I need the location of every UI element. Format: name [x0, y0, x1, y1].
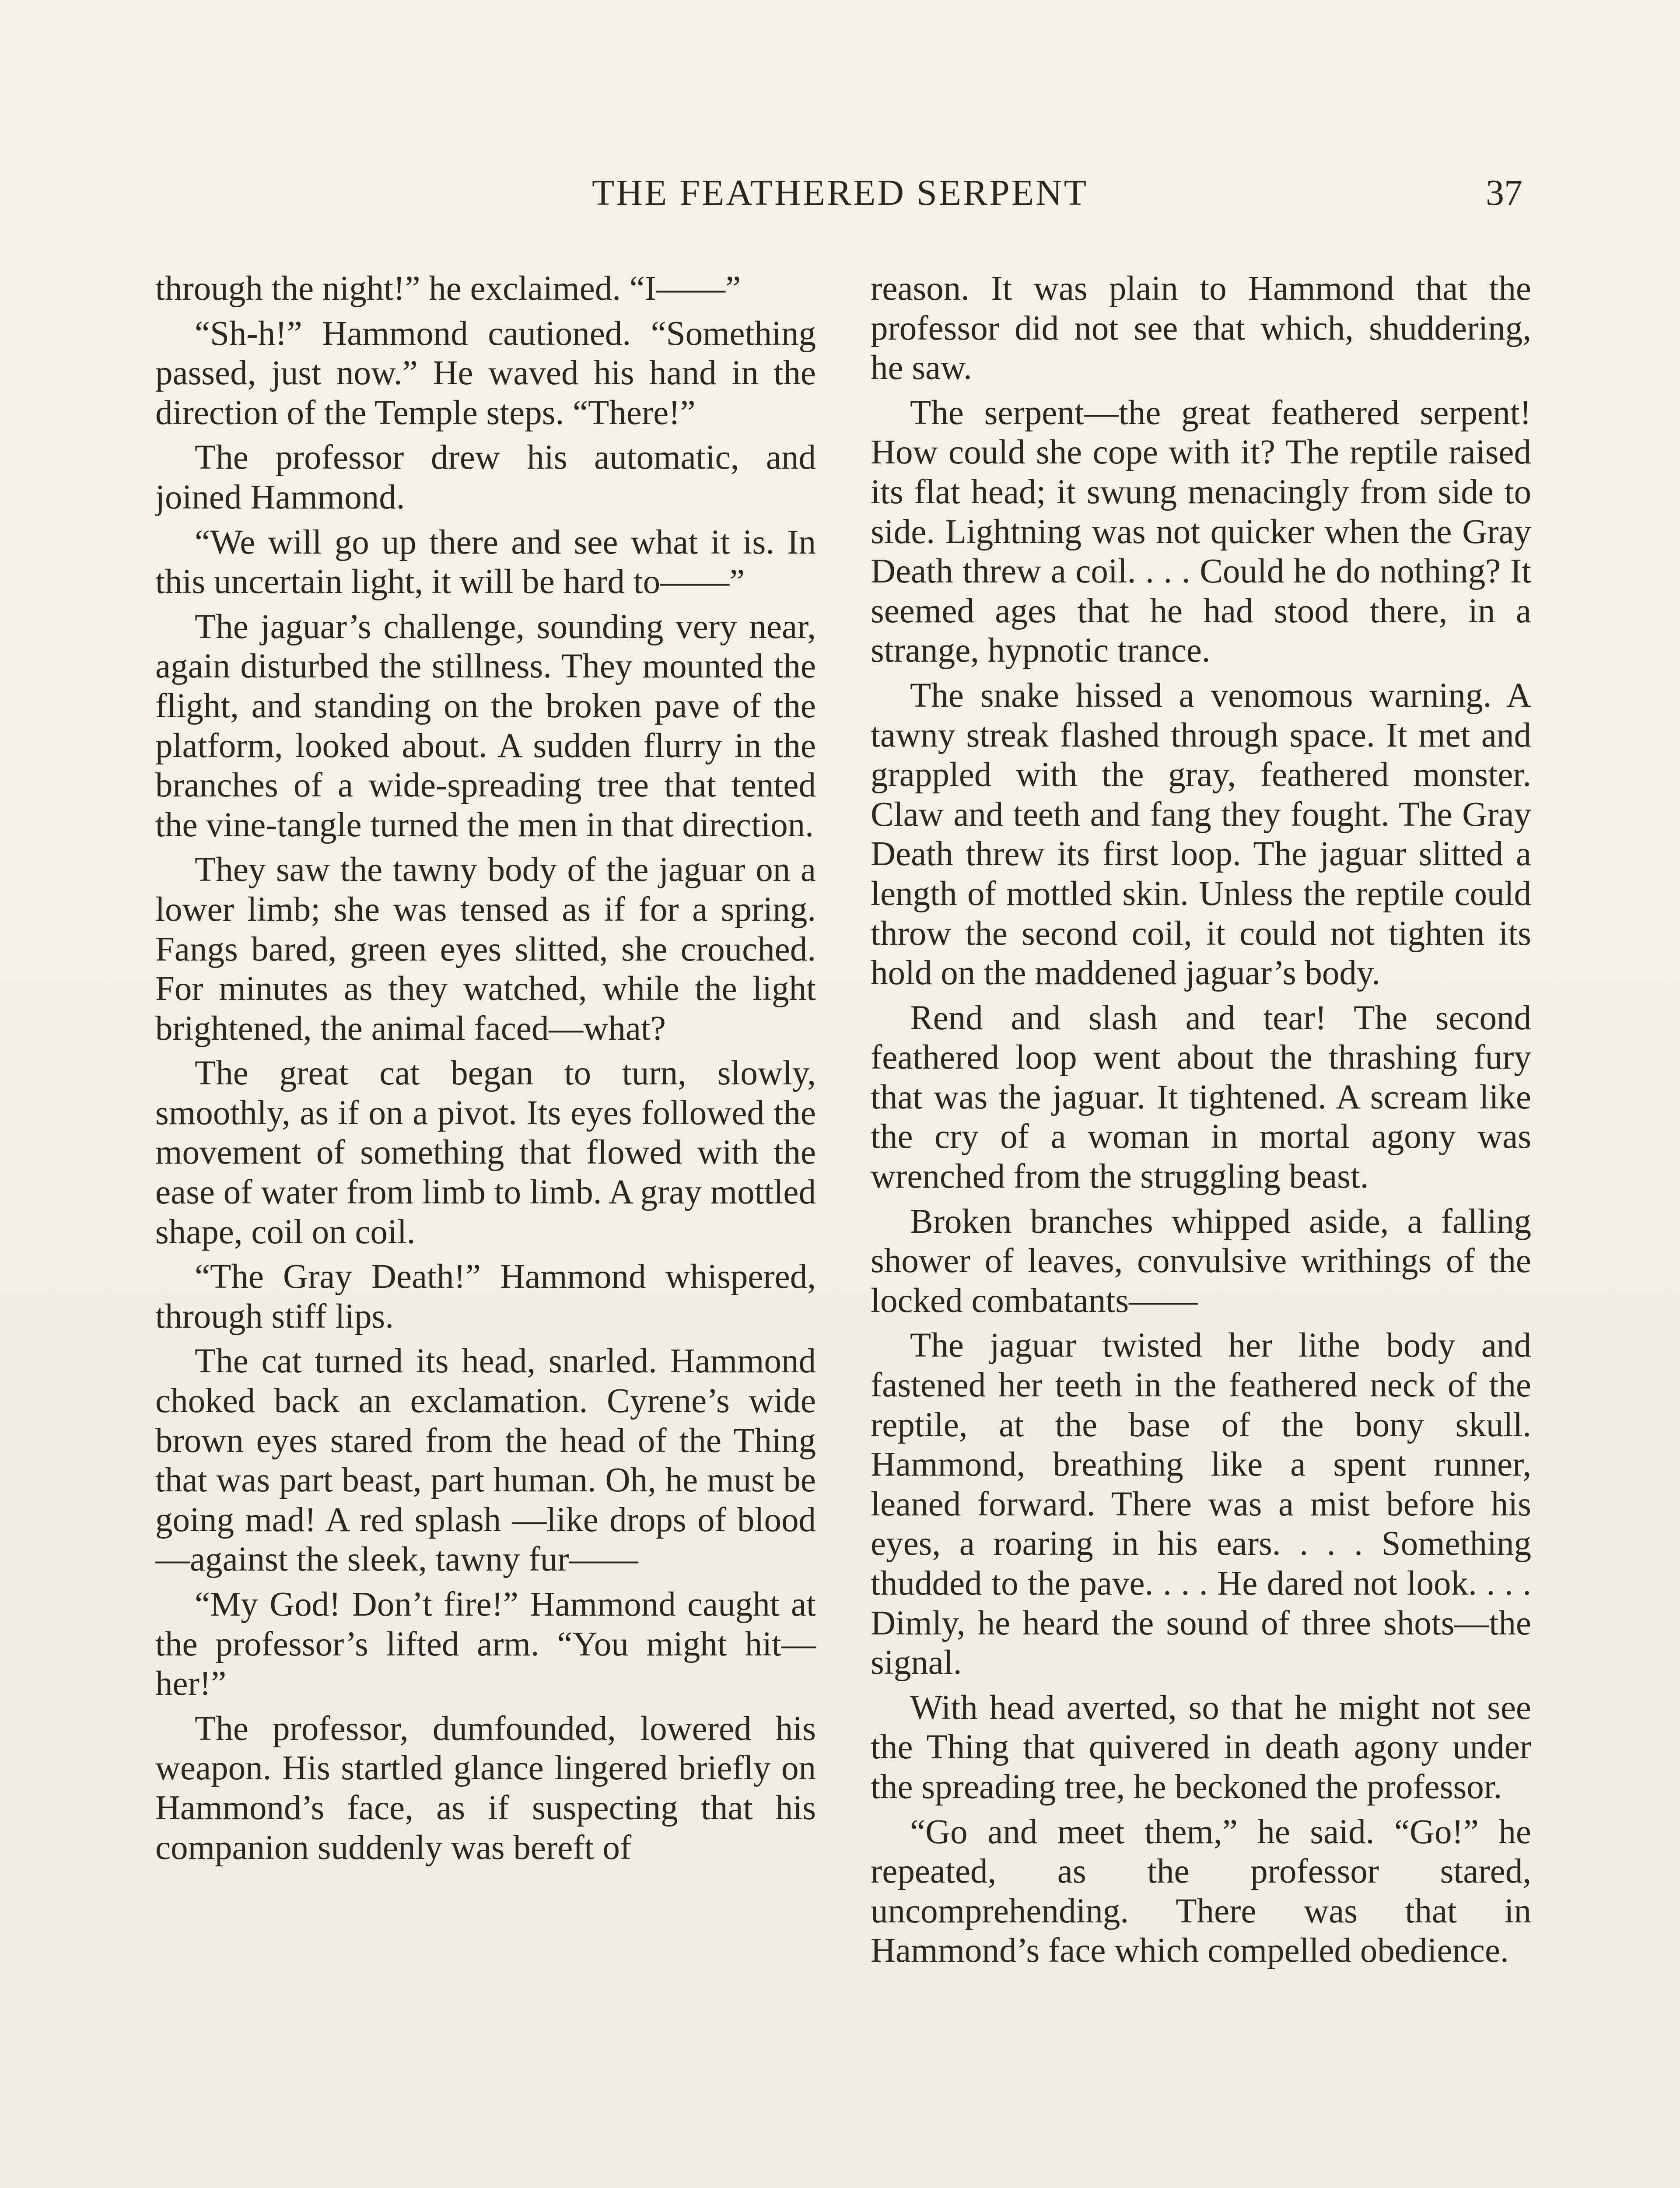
page-number: 37 — [1486, 172, 1522, 213]
paragraph: “The Gray Death!” Hammond whispered, through stiff lips. — [155, 1258, 816, 1336]
paragraph: Rend and slash and tear! The second feathered loop went about the thrashing fury that was the jaguar. It tightened. A scream like the cry of a woman in mortal agony was wrenched from the struggling beast. — [871, 999, 1531, 1196]
paragraph: The jaguar twisted her lithe body and fastened her teeth in the feathered neck of the reptile, at the base of the bony skull. Hammond, breathing like a spent runner, leaned forward. There was a mist before his eyes, a roaring in his ears. . . . Something thudded to the pave. . . . He dared not look. . . . Dimly, he heard the sound of three shots—the signal. — [871, 1326, 1531, 1682]
paragraph: The snake hissed a venomous warning. A tawny streak flashed through space. It met and grappled with the gray, feathered monster. Claw and teeth and fang they fought. The Gray Death threw its first loop. The jaguar slitted a length of mottled skin. Unless the reptile could throw the second coil, it could not tighten its hold on the maddened jaguar’s body. — [871, 676, 1531, 992]
paragraph: The jaguar’s challenge, sounding very near, again disturbed the stillness. They mounted the flight, and standing on the broken pave of the platform, looked about. A sudden flurry in the branches of a wide-spreading tree that tented the vine-tangle turned the men in that direction. — [155, 607, 816, 844]
paragraph: The professor, dumfounded, lowered his weapon. His startled glance lingered briefly on Hammond’s face, as if suspecting that his companion suddenly was bereft of — [155, 1709, 816, 1867]
paragraph: With head averted, so that he might not see the Thing that quivered in death agony under the spreading tree, he beckoned the professor. — [871, 1688, 1531, 1806]
paragraph: They saw the tawny body of the jaguar on a lower limb; she was tensed as if for a spring. Fangs bared, green eyes slitted, she crouched. For minutes as they watched, while the light brightened, the animal faced—what? — [155, 851, 816, 1048]
paragraph: The professor drew his automatic, and joined Hammond. — [155, 438, 816, 516]
paragraph: “We will go up there and see what it is. In this uncertain light, it will be hard to——” — [155, 523, 816, 601]
right-column — [871, 269, 1531, 2188]
paragraph: The great cat began to turn, slowly, smoothly, as if on a pivot. Its eyes followed the movement of something that flowed with the ease of water from limb to limb. A gray mottled shape, coil on coil. — [155, 1054, 816, 1251]
paragraph: “Go and meet them,” he said. “Go!” he repeated, as the professor stared, uncomprehending. There was that in Hammond’s face which compelled obedience. — [871, 1813, 1531, 1970]
paragraph: through the night!” he exclaimed. “I——” — [155, 270, 741, 308]
paragraph: The serpent—the great feathered serpent! How could she cope with it? The reptile raised its flat head; it swung menacingly from side to side. Lightning was not quicker when the Gray Death threw a coil. . . . Could he do nothing? It seemed ages that he had stood there, in a strange, hypnotic trance. — [871, 393, 1531, 670]
paragraph: “Sh-h!” Hammond cautioned. “Something passed, just now.” He waved his hand in the direction of the Temple steps. “There!” — [155, 314, 816, 432]
running-title: THE FEATHERED SERPENT — [592, 172, 1088, 213]
paragraph: “My God! Don’t fire!” Hammond caught at the professor’s lifted arm. “You might hit—her!” — [155, 1585, 816, 1703]
paragraph: reason. It was plain to Hammond that the professor did not see that which, shuddering, he saw. — [871, 270, 1531, 387]
paragraph: The cat turned its head, snarled. Hammond choked back an exclamation. Cyrene’s wide brown eyes stared from the head of the Thing that was part beast, part human. Oh, he must be going mad! A red splash —like drops of blood—against the sleek, tawny fur—— — [155, 1342, 816, 1579]
page-header — [158, 172, 1522, 220]
left-column — [155, 269, 816, 2188]
paragraph: Broken branches whipped aside, a falling shower of leaves, convulsive writhings of the locked combatants—— — [871, 1202, 1531, 1320]
